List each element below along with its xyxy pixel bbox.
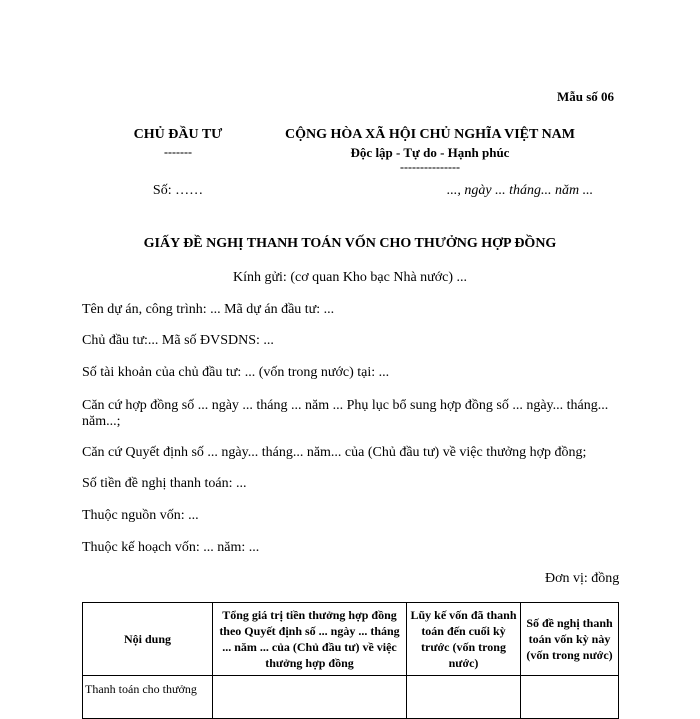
national-title: CỘNG HÒA XÃ HỘI CHỦ NGHĨA VIỆT NAM: [284, 127, 575, 142]
header-total-bonus-value: Tổng giá trị tiền thưởng hợp đồng theo Quyết định số ... ngày ... tháng ... năm ... của (Chủ đầu tư) về việc thưởng hợp đồng: [213, 603, 407, 676]
place-date: ..., ngày ... tháng... năm ...: [446, 183, 594, 198]
contract-basis-line2: năm...;: [82, 414, 121, 429]
contract-basis-line1: Căn cứ hợp đồng số ... ngày ... tháng ... năm ... Phụ lục bổ sung hợp đồng số ... ngày... tháng...: [82, 398, 609, 413]
currency-unit: Đơn vị: đồng: [545, 571, 620, 586]
table-header-row: [83, 603, 619, 676]
table-row: [83, 676, 619, 719]
funding-source-field: Thuộc nguồn vốn: ...: [82, 508, 199, 523]
document-title: GIẤY ĐỀ NGHỊ THANH TOÁN VỐN CHO THƯỞNG HỢP ĐỒNG: [143, 236, 557, 251]
header-requested-this-period: Số đề nghị thanh toán vốn kỳ này (vốn trong nước): [521, 603, 619, 676]
row-content: Thanh toán cho thưởng: [83, 676, 213, 719]
header-cumulative-paid: Lũy kế vốn đã thanh toán đến cuối kỳ trước (vốn trong nước): [407, 603, 521, 676]
row-total-bonus-value: [213, 676, 407, 719]
investor-org-label: CHỦ ĐẦU TƯ: [133, 127, 223, 142]
org-divider: -------: [164, 145, 192, 159]
investor-field: Chủ đầu tư:... Mã số ĐVSDNS: ...: [82, 333, 274, 348]
recipient-line: Kính gửi: (cơ quan Kho bạc Nhà nước) ...: [232, 270, 468, 285]
payment-table: [82, 602, 619, 719]
form-code: Mẫu số 06: [557, 89, 615, 104]
national-motto: Độc lập - Tự do - Hạnh phúc: [350, 145, 510, 160]
requested-amount-field: Số tiền đề nghị thanh toán: ...: [82, 476, 247, 491]
row-requested-this-period: [521, 676, 619, 719]
header-content: Nội dung: [83, 603, 213, 676]
account-field: Số tài khoản của chủ đầu tư: ... (vốn trong nước) tại: ...: [82, 365, 390, 380]
motto-divider: ---------------: [400, 160, 460, 174]
funding-plan-field: Thuộc kế hoạch vốn: ... năm: ...: [82, 540, 260, 555]
document-number: Số: ……: [152, 183, 204, 198]
project-field: Tên dự án, công trình: ... Mã dự án đầu tư: ...: [82, 302, 335, 317]
decision-basis-field: Căn cứ Quyết định số ... ngày... tháng... năm... của (Chủ đầu tư) về việc thưởng hợp đồng;: [82, 445, 587, 460]
row-cumulative-paid: [407, 676, 521, 719]
